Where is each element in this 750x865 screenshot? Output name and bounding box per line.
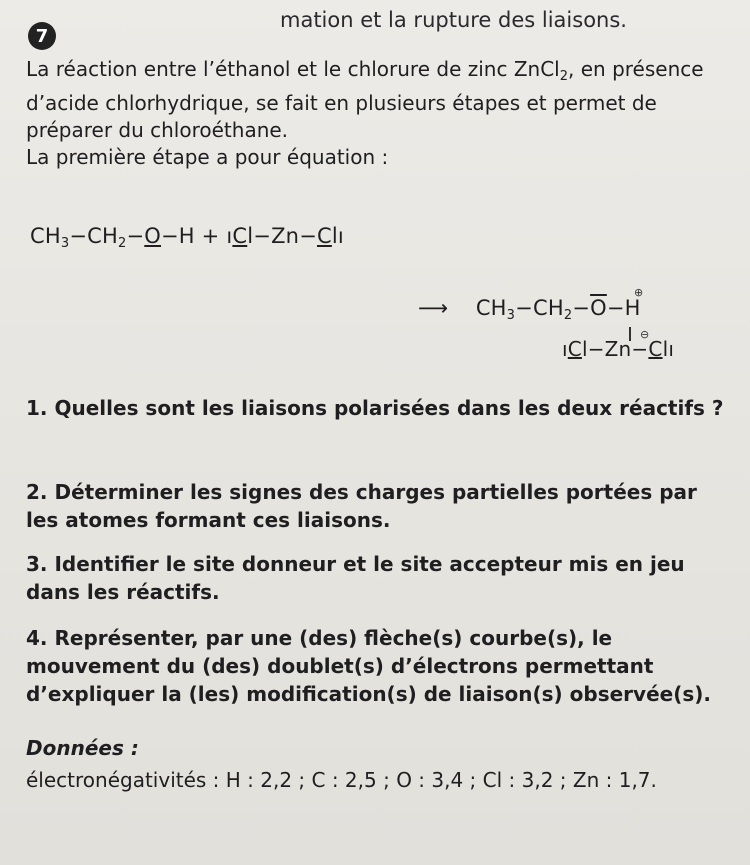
question-1 xyxy=(26,394,726,422)
question-1-text: Quelles sont les liaisons polarisées dans les deux réactifs ? xyxy=(54,396,724,420)
question-1-label: 1. xyxy=(26,396,48,420)
header-fragment: mation et la rupture des liaisons. xyxy=(280,8,627,32)
equation-product-line1: ⟶ $CH_3-CH_2-\overline{O}-H$ xyxy=(418,296,641,323)
question-2 xyxy=(26,478,726,534)
electronegativity-data: électronégativités : H : 2,2 ; C : 2,5 ; O : 3,4 ; Cl : 3,2 ; Zn : 1,7. xyxy=(26,768,657,792)
equation-product-line2: ıCl−Zn−Clı xyxy=(562,337,675,361)
intro-paragraph xyxy=(26,56,726,171)
question-2-text: Déterminer les signes des charges partielles portées par les atomes formant ces liaisons. xyxy=(26,480,697,532)
question-2-label: 2. xyxy=(26,480,48,504)
reaction-arrow: ⟶ xyxy=(418,296,449,320)
question-3-label: 3. xyxy=(26,552,48,576)
question-4 xyxy=(26,624,726,708)
intro-text-part1: La réaction entre l’éthanol et le chlorure de zinc ZnCl xyxy=(26,57,560,81)
question-3-text: Identifier le site donneur et le site accepteur mis en jeu dans les réactifs. xyxy=(26,552,685,604)
data-title: Données : xyxy=(26,736,139,760)
exercise-number-badge: 7 xyxy=(28,22,56,50)
first-step-label: La première étape a pour équation : xyxy=(26,145,389,169)
intro-text-part2: , en présence d’acide chlorhydrique, se fait en plusieurs étapes et permet de préparer du chloroéthane. xyxy=(26,57,704,142)
zinc-negative-charge-icon: ⊖ xyxy=(640,328,650,341)
oxygen-positive-charge-icon: ⊕ xyxy=(634,286,644,299)
intro-subscript: 2 xyxy=(559,69,569,84)
question-4-text: Représenter, par une (des) flèche(s) courbe(s), le mouvement du (des) doublet(s) d’électrons permettant d’expliquer la (les) modification(s) de liaison(s) observée(s). xyxy=(26,626,711,706)
equation-reactants: $CH_3-CH_2-O-H$ + ıCl−Zn−Clı xyxy=(30,224,344,251)
question-3 xyxy=(26,550,726,606)
question-4-label: 4. xyxy=(26,626,48,650)
